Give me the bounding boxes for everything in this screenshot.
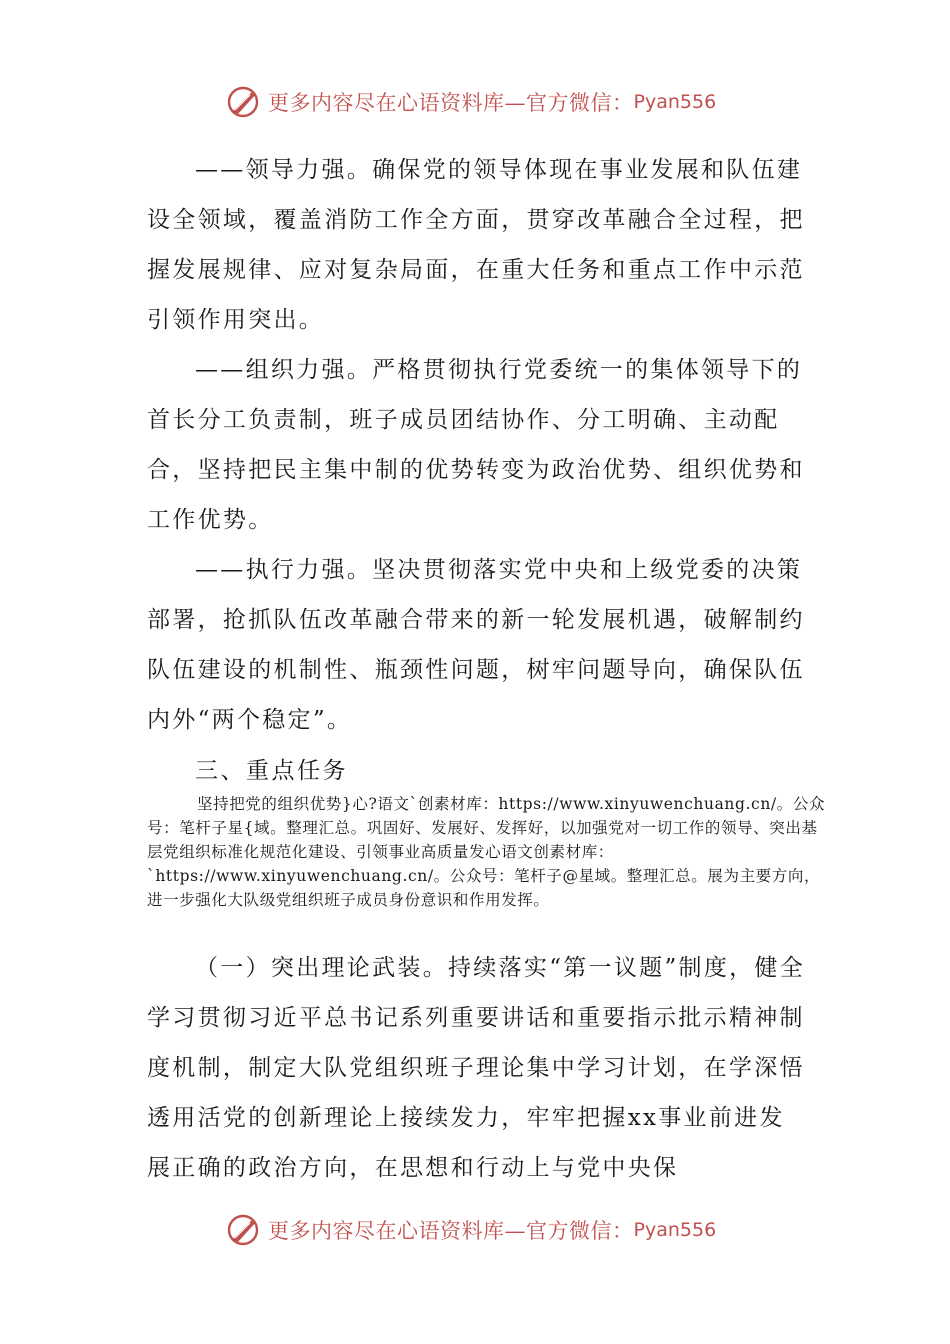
banner-text: 更多内容尽在心语资料库—官方微信： <box>268 1219 634 1243</box>
pen-logo-icon <box>226 1212 262 1248</box>
pen-logo-icon <box>226 84 262 120</box>
banner-text: 更多内容尽在心语资料库—官方微信： <box>268 91 634 115</box>
footer-banner <box>226 1208 746 1252</box>
paragraph-execution: ——执行力强。坚决贯彻落实党中央和上级党委的决策部署，抢抓队伍改革融合带来的新一轮发展机遇，破解制约队伍建设的机制性、瓶颈性问题，树牢问题导向，确保队伍内外“两个稳定”。 <box>147 557 805 733</box>
paragraph-theory: （一）突出理论武装。持续落实“第一议题”制度，健全学习贯彻习近平总书记系列重要讲话和重要指示批示精神制度机制，制定大队党组织班子理论集中学习计划，在学深悟透用活党的创新理论上接续发力，牢牢把握xx事业前进发展正确的政治方向，在思想和行动上与党中央保 <box>147 955 806 1181</box>
header-banner <box>226 80 746 124</box>
paragraph-organization: ——组织力强。严格贯彻执行党委统一的集体领导下的首长分工负责制，班子成员团结协作、分工明确、主动配合，坚持把民主集中制的优势转变为政治优势、组织优势和工作优势。 <box>147 357 805 533</box>
banner-wechat-id: Pyan556 <box>633 91 717 113</box>
paragraph-watermarked: 坚持把党的组织优势}心?语文`创素材库：https://www.xinyuwenchuang.cn/。公众号：笔杆子星{域。整理汇总。巩固好、发展好、发挥好，以加强党对一切工作的领导、突出基层党组织标准化规范化建设、引领事业高质量发心语文创素材库：`https://www.xinyuwenchuang.cn/。公众号：笔杆子@星域。整理汇总。展为主要方向，进一步强化大队级党组织班子成员身份意识和作用发挥。 <box>147 795 826 909</box>
paragraph-leadership: ——领导力强。确保党的领导体现在事业发展和队伍建设全领域，覆盖消防工作全方面，贯穿改革融合全过程，把握发展规律、应对复杂局面，在重大任务和重点工作中示范引领作用突出。 <box>147 157 805 333</box>
banner-wechat-id: Pyan556 <box>633 1219 717 1241</box>
section-heading: 三、重点任务 <box>195 758 348 784</box>
